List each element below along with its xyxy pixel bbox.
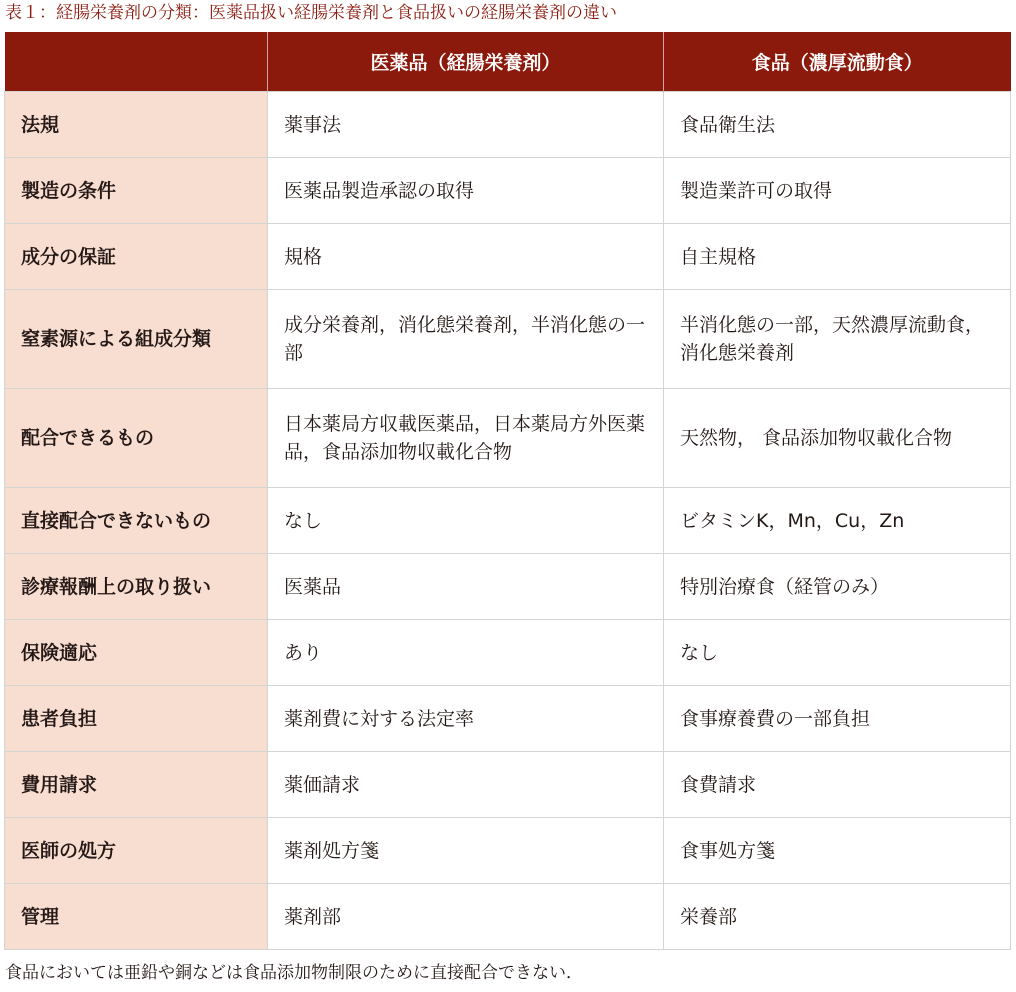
row-label: 保険適応 [5, 620, 268, 686]
food-cell: 特別治療食（経管のみ） [664, 554, 1011, 620]
food-cell: 天然物， 食品添加物収載化合物 [664, 389, 1011, 488]
medicine-cell: 薬価請求 [268, 752, 664, 818]
row-label: 窒素源による組成分類 [5, 290, 268, 389]
row-label: 製造の条件 [5, 158, 268, 224]
header-medicine: 医薬品（経腸栄養剤） [268, 32, 664, 92]
table-row [5, 92, 1011, 158]
food-cell: 製造業許可の取得 [664, 158, 1011, 224]
row-label: 成分の保証 [5, 224, 268, 290]
table-row [5, 686, 1011, 752]
medicine-cell: なし [268, 488, 664, 554]
food-cell: 食事処方箋 [664, 818, 1011, 884]
row-label: 管理 [5, 884, 268, 950]
comparison-table [4, 32, 1011, 950]
header-row [5, 32, 1011, 92]
row-label: 法規 [5, 92, 268, 158]
medicine-cell: 薬剤部 [268, 884, 664, 950]
food-cell: 栄養部 [664, 884, 1011, 950]
food-cell: なし [664, 620, 1011, 686]
header-food: 食品（濃厚流動食） [664, 32, 1011, 92]
row-label: 費用請求 [5, 752, 268, 818]
food-cell: 食費請求 [664, 752, 1011, 818]
table-caption: 表１：経腸栄養剤の分類：医薬品扱い経腸栄養剤と食品扱いの経腸栄養剤の違い [5, 3, 617, 23]
medicine-cell: 薬剤処方箋 [268, 818, 664, 884]
food-cell: 食事療養費の一部負担 [664, 686, 1011, 752]
table-row [5, 290, 1011, 389]
row-label: 直接配合できないもの [5, 488, 268, 554]
header-item [5, 32, 268, 92]
footnote: 食品においては亜鉛や銅などは食品添加物制限のために直接配合できない． [5, 963, 583, 983]
food-cell: 半消化態の一部，天然濃厚流動食，消化態栄養剤 [664, 290, 1011, 389]
table-row [5, 158, 1011, 224]
table-row [5, 554, 1011, 620]
medicine-cell: 規格 [268, 224, 664, 290]
row-label: 配合できるもの [5, 389, 268, 488]
row-label: 診療報酬上の取り扱い [5, 554, 268, 620]
row-label: 患者負担 [5, 686, 268, 752]
table-row [5, 488, 1011, 554]
medicine-cell: 薬剤費に対する法定率 [268, 686, 664, 752]
table-row [5, 884, 1011, 950]
medicine-cell: あり [268, 620, 664, 686]
medicine-cell: 医薬品 [268, 554, 664, 620]
food-cell: 自主規格 [664, 224, 1011, 290]
table-row [5, 752, 1011, 818]
table-row [5, 620, 1011, 686]
medicine-cell: 成分栄養剤，消化態栄養剤，半消化態の一部 [268, 290, 664, 389]
medicine-cell: 薬事法 [268, 92, 664, 158]
medicine-cell: 日本薬局方収載医薬品，日本薬局方外医薬品，食品添加物収載化合物 [268, 389, 664, 488]
food-cell: ビタミンK，Mn，Cu，Zn [664, 488, 1011, 554]
row-label: 医師の処方 [5, 818, 268, 884]
medicine-cell: 医薬品製造承認の取得 [268, 158, 664, 224]
table-row [5, 818, 1011, 884]
food-cell: 食品衛生法 [664, 92, 1011, 158]
table-row [5, 224, 1011, 290]
table-row [5, 389, 1011, 488]
